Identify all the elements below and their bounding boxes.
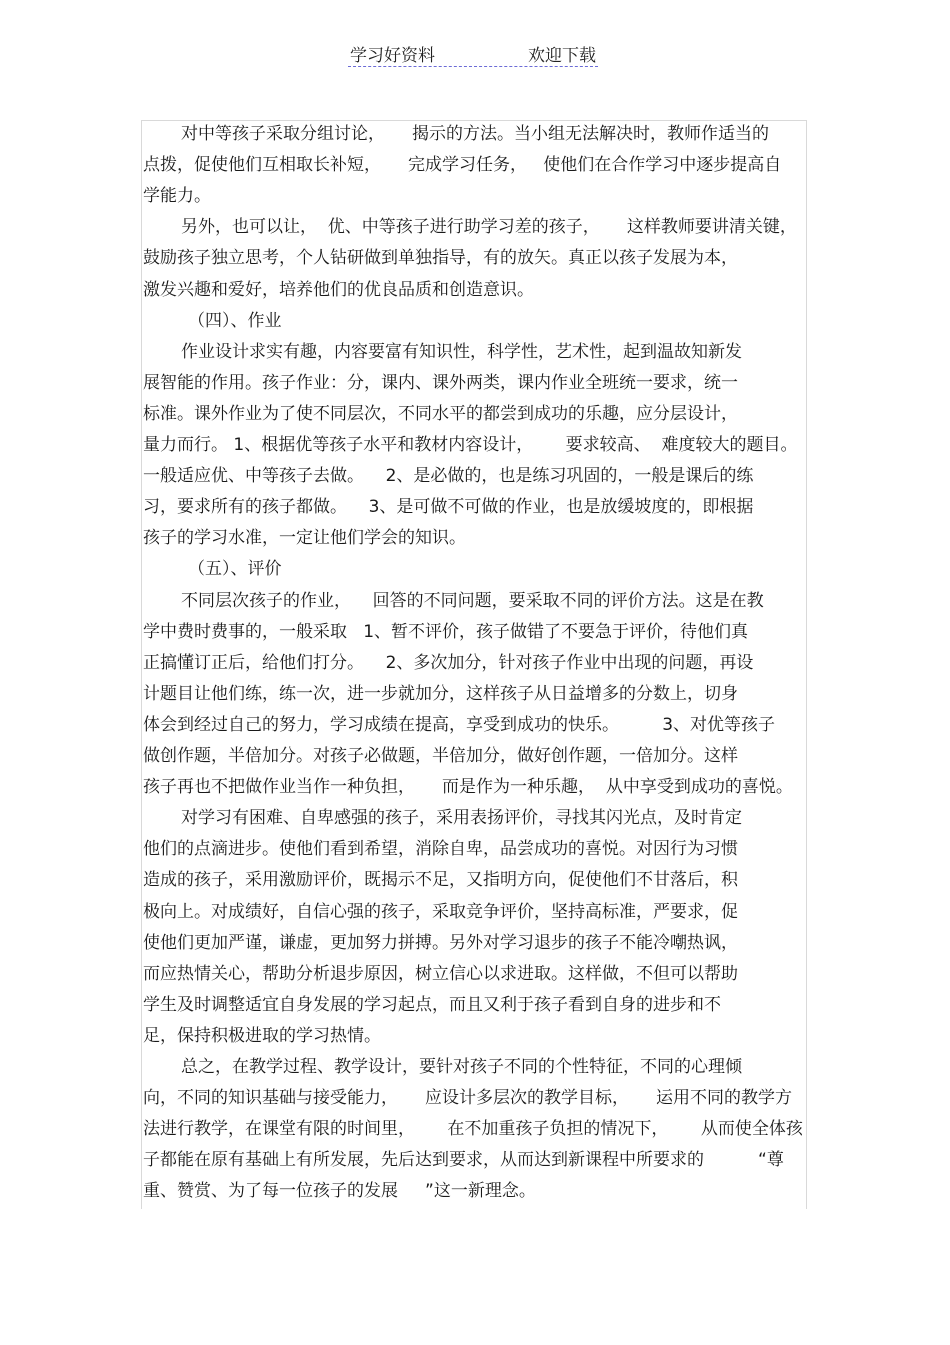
- text-line: 他们的点滴进步。使他们看到希望，消除自卑，品尝成功的喜悦。对因行为习惯: [143, 839, 738, 860]
- text-line: 激发兴趣和爱好，培养他们的优良品质和创造意识。: [143, 279, 534, 300]
- text-line: 对中等孩子采取分组讨论， 揭示的方法。当小组无法解决时，教师作适当的: [181, 124, 770, 144]
- text-line: 展智能的作用。孩子作业：分，课内、课外两类，课内作业全班统一要求，统一: [143, 372, 738, 393]
- text-line: 不同层次孩子的作业， 回答的不同问题，要采取不同的评价方法。这是在教: [181, 590, 764, 611]
- text-line: 习，要求所有的孩子都做。 3、是可做不可做的作业，也是放缓坡度的，即根据: [143, 497, 754, 518]
- text-line: 标准。课外作业为了使不同层次，不同水平的都尝到成功的乐趣，应分层设计，: [143, 403, 738, 424]
- text-line: 一般适应优、中等孩子去做。 2、是必做的，也是练习巩固的，一般是课后的练: [143, 466, 754, 487]
- text-line: 鼓励孩子独立思考，个人钻研做到单独指导，有的放矢。真正以孩子发展为本，: [143, 248, 738, 269]
- section-heading: （五）、评价: [188, 559, 282, 580]
- text-line: 正搞懂订正后，给他们打分。 2、多次加分，针对孩子作业中出现的问题，再设: [143, 652, 754, 673]
- section-heading: （四）、作业: [188, 310, 282, 331]
- text-line: 学能力。: [143, 186, 211, 207]
- text-line: 另外，也可以让， 优、中等孩子进行助学习差的孩子， 这样教师要讲清关键，: [181, 217, 797, 238]
- text-line: 足，保持积极进取的学习热情。: [143, 1025, 381, 1046]
- header-right-text: 欢迎下载: [528, 46, 596, 66]
- text-line: 法进行教学，在课堂有限的时间里， 在不加重孩子负担的情况下， 从而使全体孩: [143, 1119, 803, 1140]
- text-line: 量力而行。 1、根据优等孩子水平和教材内容设计， 要求较高、 难度较大的题目。: [143, 435, 798, 455]
- text-line: 总之，在教学过程、教学设计，要针对孩子不同的个性特征，不同的心理倾: [181, 1057, 742, 1077]
- text-line: 学中费时费事的，一般采取 1、暂不评价，孩子做错了不要急于评价，待他们真: [143, 621, 749, 642]
- text-line: 学生及时调整适宜自身发展的学习起点，而且又利于孩子看到自身的进步和不: [143, 994, 721, 1015]
- text-line: 计题目让他们练，练一次，进一步就加分，这样孩子从日益增多的分数上，切身: [143, 683, 738, 704]
- text-line: 向，不同的知识基础与接受能力， 应设计多层次的教学目标， 运用不同的教学方: [143, 1088, 793, 1109]
- text-line: 而应热情关心，帮助分析退步原因，树立信心以求进取。这样做，不但可以帮助: [143, 963, 738, 984]
- text-line: 使他们更加严谨，谦虚，更加努力拼搏。另外对学习退步的孩子不能冷嘲热讽，: [143, 932, 738, 953]
- header-left-text: 学习好资料: [350, 46, 435, 66]
- text-line: 点拨，促使他们互相取长补短， 完成学习任务， 使他们在合作学习中逐步提高自: [143, 155, 782, 176]
- text-line: 极向上。对成绩好，自信心强的孩子，采取竞争评价，坚持高标准，严要求，促: [143, 901, 738, 922]
- text-line: 重、赞赏、为了每一位孩子的发展 ”这一新理念。: [143, 1181, 536, 1202]
- text-line: 对学习有困难、自卑感强的孩子，采用表扬评价，寻找其闪光点，及时肯定: [181, 808, 742, 829]
- text-line: 子都能在原有基础上有所发展，先后达到要求，从而达到新课程中所要求的 “尊: [143, 1150, 784, 1171]
- text-line: 孩子再也不把做作业当作一种负担， 而是作为一种乐趣， 从中享受到成功的喜悦。: [143, 777, 793, 798]
- text-line: 孩子的学习水准，一定让他们学会的知识。: [143, 528, 466, 549]
- page-header: [348, 40, 598, 67]
- text-line: 做创作题，半倍加分。对孩子必做题，半倍加分，做好创作题，一倍加分。这样: [143, 746, 738, 766]
- text-line: 造成的孩子，采用激励评价，既揭示不足，又指明方向，促使他们不甘落后，积: [143, 870, 738, 891]
- text-line: 体会到经过自己的努力，学习成绩在提高，享受到成功的快乐。 3、对优等孩子: [143, 714, 776, 735]
- text-line: 作业设计求实有趣，内容要富有知识性，科学性，艺术性，起到温故知新发: [181, 341, 742, 362]
